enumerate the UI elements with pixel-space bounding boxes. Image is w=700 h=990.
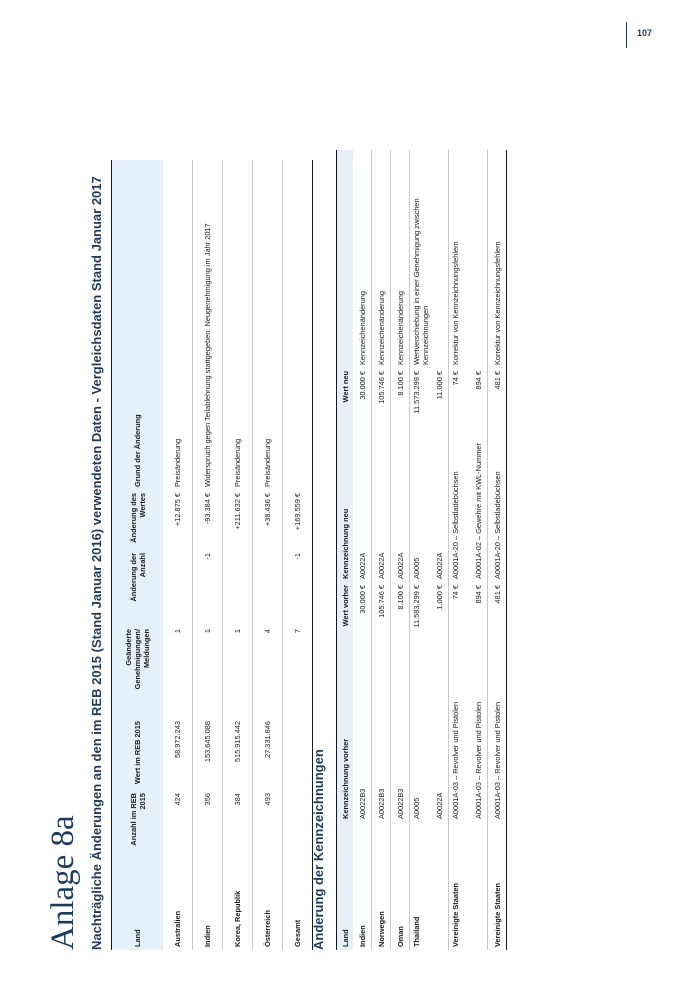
cell-grund xyxy=(430,150,449,368)
cell-wert-neu: 30.000 € xyxy=(353,368,372,432)
cell-kz-neu: A0001A-02 – Gewehre mit KWL-Nummer xyxy=(469,432,488,582)
column-header: Kennzeichnung vorher xyxy=(337,642,354,822)
cell-grund: Preisänderung xyxy=(163,160,193,490)
cell-aenderung-anzahl xyxy=(223,550,253,626)
cell-land: Vereinigte Staaten xyxy=(488,822,507,950)
table-row xyxy=(449,150,470,950)
column-header: Land xyxy=(337,822,354,950)
cell-land: Gesamt xyxy=(283,854,313,950)
column-header: Kennzeichnung neu xyxy=(337,432,354,582)
total-row xyxy=(283,160,313,950)
cell-kz-neu: A0022A xyxy=(372,432,391,582)
cell-wert-neu: 11.000 € xyxy=(430,368,449,432)
cell-aenderung-anzahl xyxy=(163,550,193,626)
table-header-row xyxy=(337,150,354,950)
cell-wert-vorher: 30.000 € xyxy=(353,582,372,642)
rotated-content xyxy=(40,80,560,950)
cell-anzahl: 384 xyxy=(223,790,253,854)
cell-aenderung-wert: -93.384 € xyxy=(193,490,223,550)
header-rule xyxy=(626,22,627,48)
cell-anzahl: 493 xyxy=(253,790,283,854)
cell-geaendert: 1 xyxy=(223,626,253,718)
cell-land: Oman xyxy=(391,822,410,950)
cell-geaendert: 4 xyxy=(253,626,283,718)
cell-wert xyxy=(283,718,313,790)
column-header xyxy=(337,150,354,368)
column-header: Wert im REB 2015 xyxy=(112,718,164,790)
cell-wert-vorher: 894 € xyxy=(469,582,488,642)
cell-kz-vorher: A0001A-03 – Revolver und Pistolen xyxy=(451,701,460,819)
column-header: Wert vorher xyxy=(337,582,354,642)
table-row xyxy=(372,150,391,950)
table-row xyxy=(488,150,507,950)
table-row xyxy=(253,160,283,950)
table-row xyxy=(353,150,372,950)
cell-land: Indien xyxy=(193,854,223,950)
cell-wert: 153.645.088 xyxy=(193,718,223,790)
cell-aenderung-anzahl: -1 xyxy=(193,550,223,626)
cell-aenderung-anzahl xyxy=(253,550,283,626)
cell-land: Thailand xyxy=(412,916,421,947)
table-row xyxy=(410,150,431,950)
column-header: Land xyxy=(112,854,164,950)
cell-wert-neu: 8.100 € xyxy=(391,368,410,432)
cell-wert-neu: 481 € xyxy=(488,368,507,432)
cell-kz-vorher: A0001A-03 – Revolver und Pistolen xyxy=(469,642,488,822)
cell-kz-vorher: A0022A xyxy=(430,642,449,822)
table-row xyxy=(193,160,223,950)
page-title: Anlage 8a xyxy=(45,815,81,950)
section-title: Änderung der Kennzeichnungen xyxy=(311,749,326,950)
table-row xyxy=(391,150,410,950)
cell-grund: Preisänderung xyxy=(253,160,283,490)
column-header: Änderung der Anzahl xyxy=(112,550,164,626)
cell-kz-neu: A0022A xyxy=(430,432,449,582)
cell-kz-neu: A0022A xyxy=(391,432,410,582)
kennzeichnung-table xyxy=(336,150,507,950)
cell-kz-vorher: A0005 xyxy=(412,797,421,819)
cell-wert-neu: 74 € xyxy=(451,371,460,386)
cell-grund: Kennzeichenänderung xyxy=(372,150,391,368)
table-header-row xyxy=(112,160,164,950)
page-number: 107 xyxy=(636,28,652,38)
cell-grund xyxy=(469,150,488,368)
cell-kz-neu: A0001A-20 – Selbstladebüchsen xyxy=(451,471,460,579)
changes-table xyxy=(111,160,313,950)
cell-wert: 515.915.442 xyxy=(223,718,253,790)
cell-grund xyxy=(283,160,313,490)
cell-aenderung-wert: +12.875 € xyxy=(163,490,193,550)
table-row xyxy=(223,160,253,950)
column-header: Grund der Änderung xyxy=(112,160,164,490)
cell-wert-neu: 894 € xyxy=(469,368,488,432)
cell-wert: 58.972.243 xyxy=(163,718,193,790)
table-row xyxy=(469,150,488,950)
column-header: Geänderte Genehmigungen/ Meldungen xyxy=(112,626,164,718)
cell-land: Österreich xyxy=(253,854,283,950)
column-header: Wert neu xyxy=(337,368,354,432)
cell-land: Korea, Republik xyxy=(223,854,253,950)
cell-aenderung-anzahl: -1 xyxy=(283,550,313,626)
cell-kz-vorher: A0022B3 xyxy=(353,642,372,822)
cell-geaendert: 7 xyxy=(283,626,313,718)
cell-kz-neu: A0001A-20 – Selbstladebüchsen xyxy=(488,432,507,582)
cell-aenderung-wert: +211.632 € xyxy=(223,490,253,550)
cell-wert: 27.331.846 xyxy=(253,718,283,790)
column-header: Anzahl im REB 2015 xyxy=(112,790,164,854)
cell-grund: Korrektur von Kennzeichnungsfehlern xyxy=(451,241,460,365)
cell-wert-vorher: 1.000 € xyxy=(430,582,449,642)
cell-aenderung-wert: +169.559 € xyxy=(283,490,313,550)
cell-wert-neu: 105.746 € xyxy=(372,368,391,432)
cell-land xyxy=(430,822,449,950)
subtitle: Nachträgliche Änderungen an den im REB 2015 (Stand Januar 2016) verwendeten Daten - Vergleichsdaten Stand Januar 2017 xyxy=(89,176,104,950)
cell-grund: Widerspruch gegen Teilablehnung stattgegeben. Neugenehmigung im Jahr 2017 xyxy=(193,160,223,490)
cell-anzahl xyxy=(283,790,313,854)
cell-aenderung-wert: +38.436 € xyxy=(253,490,283,550)
table-row xyxy=(163,160,193,950)
cell-land: Australien xyxy=(163,854,193,950)
cell-kz-neu: A0005 xyxy=(412,557,421,579)
cell-land: Indien xyxy=(353,822,372,950)
cell-land: Norwegen xyxy=(372,822,391,950)
cell-anzahl: 356 xyxy=(193,790,223,854)
cell-geaendert: 1 xyxy=(193,626,223,718)
cell-kz-neu: A0022A xyxy=(353,432,372,582)
cell-wert-vorher: 11.583.299 € xyxy=(412,585,421,628)
cell-kz-vorher: A0001A-03 – Revolver und Pistolen xyxy=(488,642,507,822)
cell-grund: Korrektur von Kennzeichnungsfehlern xyxy=(488,150,507,368)
cell-grund: Wertverschiebung in einer Genehmigung zwischen Kennzeichnungen xyxy=(412,198,430,365)
cell-land xyxy=(469,822,488,950)
cell-grund: Kennzeichenänderung xyxy=(391,150,410,368)
cell-grund: Preisänderung xyxy=(223,160,253,490)
table-row xyxy=(430,150,449,950)
cell-kz-vorher: A0022B3 xyxy=(372,642,391,822)
column-header: Änderung des Wertes xyxy=(112,490,164,550)
cell-kz-vorher: A0022B3 xyxy=(391,642,410,822)
cell-anzahl: 424 xyxy=(163,790,193,854)
cell-wert-vorher: 105.746 € xyxy=(372,582,391,642)
cell-wert-vorher: 8.100 € xyxy=(391,582,410,642)
cell-grund: Kennzeichenänderung xyxy=(353,150,372,368)
cell-wert-vorher: 481 € xyxy=(488,582,507,642)
cell-wert-vorher: 74 € xyxy=(451,585,460,600)
cell-geaendert: 1 xyxy=(163,626,193,718)
cell-land: Vereinigte Staaten xyxy=(451,882,460,947)
cell-wert-neu: 11.573.299 € xyxy=(412,371,421,414)
